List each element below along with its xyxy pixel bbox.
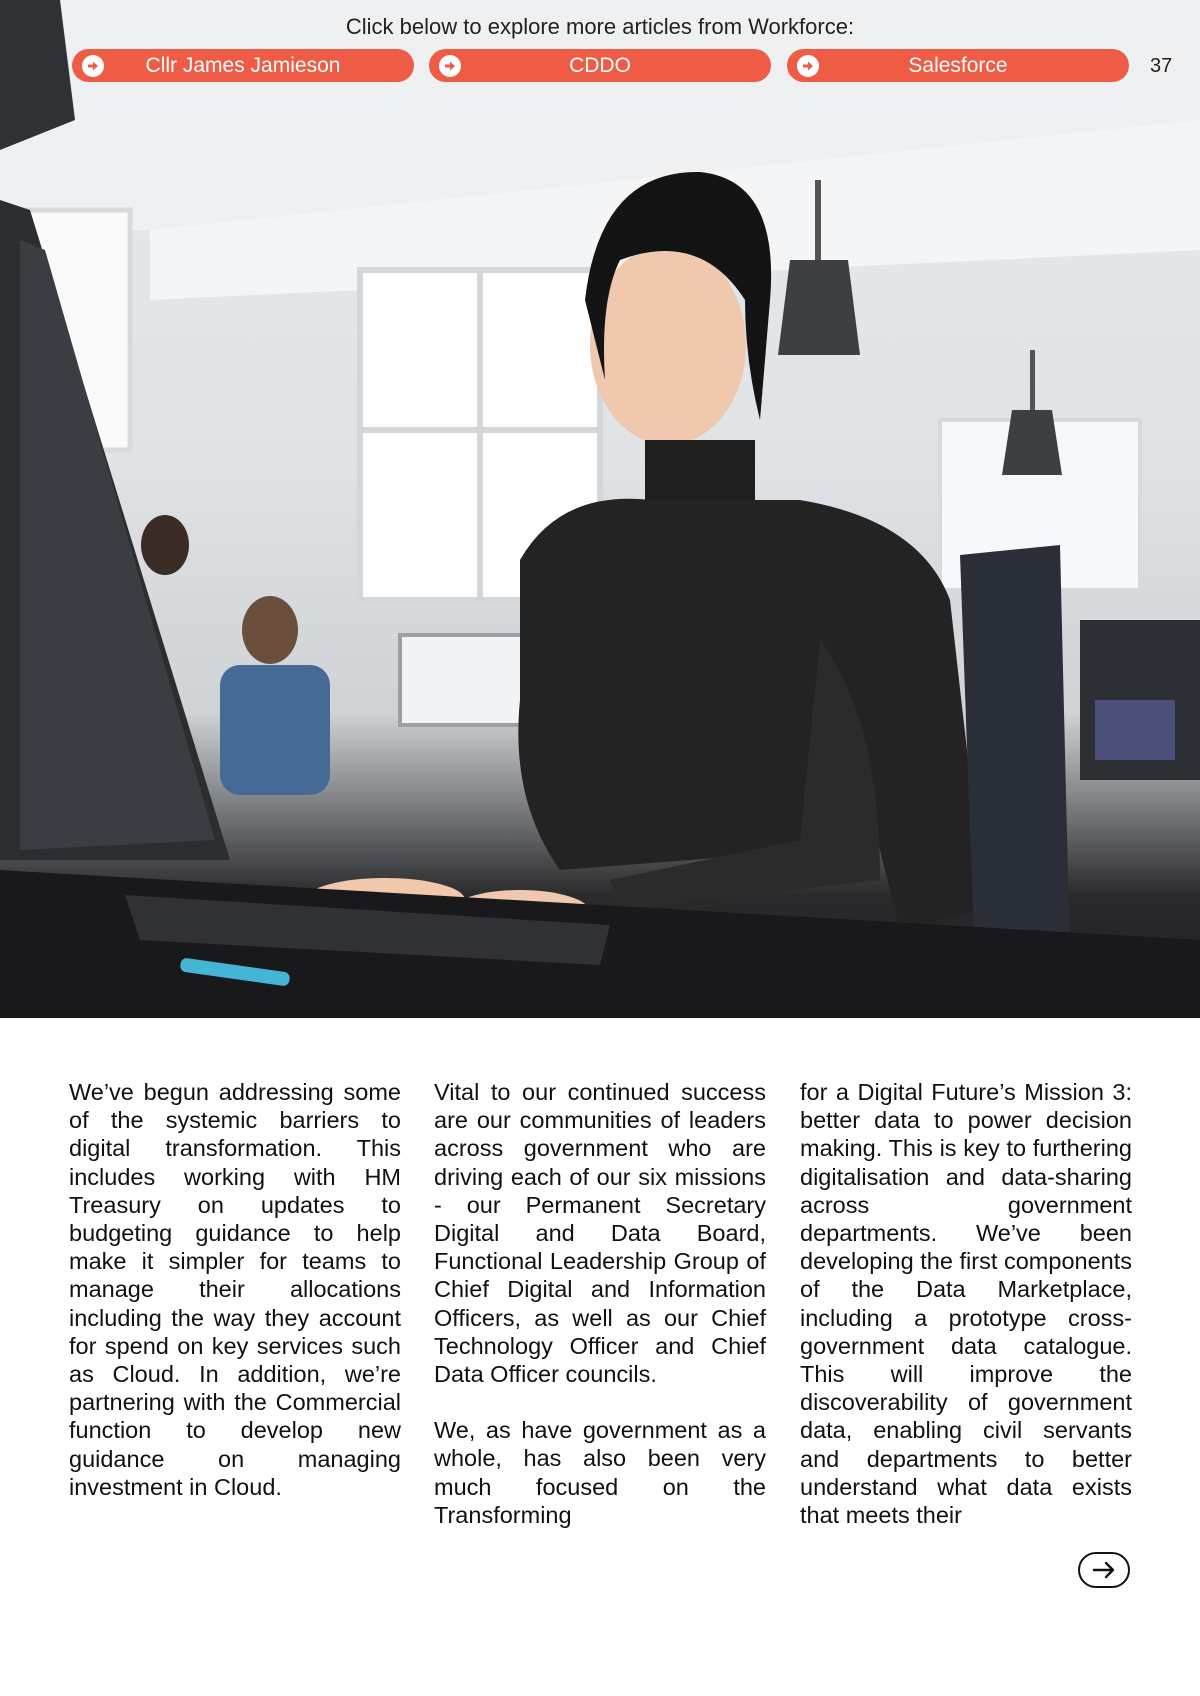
nav-button-label: Salesforce (908, 53, 1008, 77)
article-column-3 (800, 1078, 1132, 1557)
article-column-1 (69, 1078, 401, 1529)
paragraph: We’ve begun addressing some of the systemic barriers to digital transformation. This includes working with HM Treasury on updates to budgeting guidance to help make it simpler for teams to manage their allocations including the way they account for spend on key services such as Cloud. In addition, we’re partnering with the Commercial function to develop new guidance on managing investment in Cloud. (69, 1079, 401, 1500)
paragraph: for a Digital Future’s Mission 3: better data to power decision making. This is key to furthering digitalisation and data-sharing across government departments. We’ve been developing the first components of the Data Marketplace, including a prototype cross-government data catalogue. This will improve the discoverability of government data, enabling civil servants and departments to better understand what data exists that meets their (800, 1079, 1132, 1529)
arrow-right-circle-icon (797, 55, 819, 77)
paragraph: We, as have government as a whole, has also been very much focused on the Transforming (434, 1417, 766, 1528)
paragraph: Vital to our continued success are our communities of leaders across government who are driving each of our six missions - our Permanent Secretary Digital and Data Board, Functional Leadership Group of Chief Digital and Information Officers, as well as our Chief Technology Officer and Chief Data Officer councils. (434, 1079, 766, 1388)
nav-button-label: CDDO (569, 53, 631, 77)
page-number: 37 (1150, 55, 1173, 77)
nav-button-cllr-james-jamieson[interactable] (72, 49, 414, 82)
arrow-right-icon (1091, 1560, 1117, 1580)
nav-button-label: Cllr James Jamieson (145, 53, 341, 77)
nav-button-cddo[interactable] (429, 49, 771, 82)
arrow-right-circle-icon (439, 55, 461, 77)
nav-caption: Click below to explore more articles from Workforce: (345, 14, 855, 39)
nav-button-salesforce[interactable] (787, 49, 1129, 82)
article-column-2 (434, 1078, 766, 1557)
next-page-button[interactable] (1078, 1552, 1130, 1588)
arrow-right-circle-icon (82, 55, 104, 77)
